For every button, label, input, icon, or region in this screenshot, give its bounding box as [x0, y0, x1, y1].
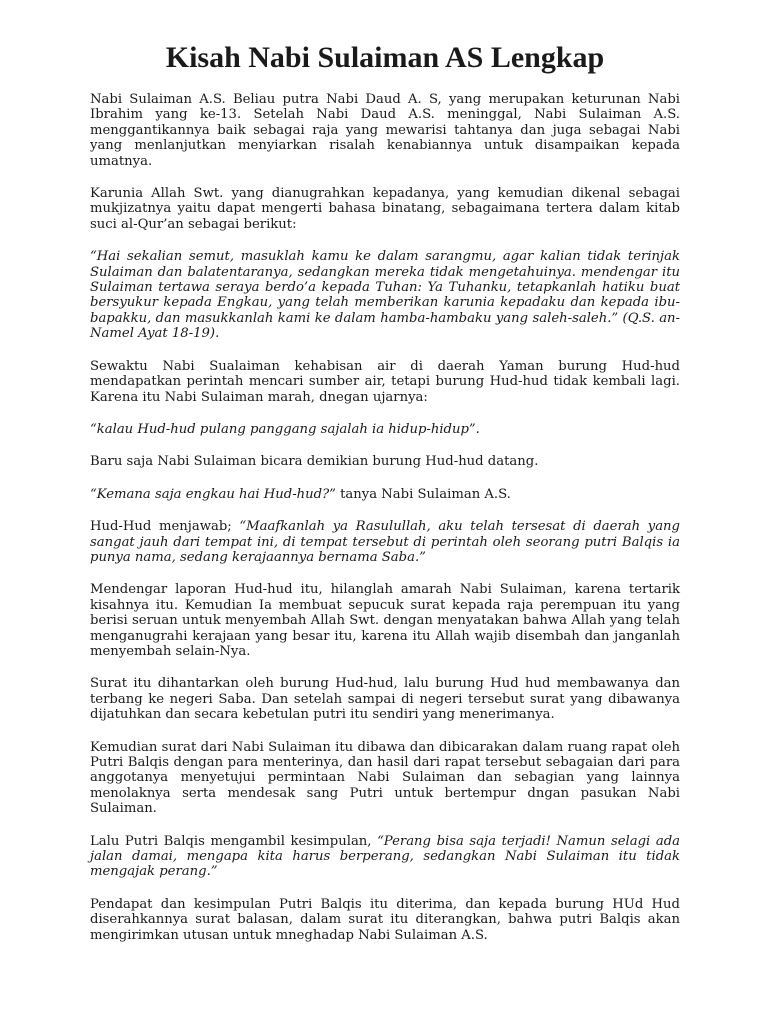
quote-text: “Maafkanlah ya Rasulullah, aku telah tersesat di daerah yang sangat jauh dari tempat ini, di tempat tersebut di perintah oleh seorang putri Balqis ia punya nama, sedang kerajaannya bernama Saba.” [90, 519, 680, 565]
body-text: Kemudian surat dari Nabi Sulaiman itu dibawa dan dibicarakan dalam ruang rapat oleh Putri Balqis dengan para menterinya, dan hasil dari rapat tersebut sebagaian dari para anggotanya menyetujui permintaan Nabi Sulaiman dan sebagian yang lainnya menolaknya serta mendesak sang Putri untuk bertempur dngan pasukan Nabi Sulaiman. [90, 739, 680, 817]
paragraph [90, 186, 680, 232]
paragraph [90, 92, 680, 169]
paragraph [90, 740, 680, 817]
document-body [90, 92, 680, 943]
paragraph [90, 897, 680, 943]
body-text: Nabi Sulaiman A.S. Beliau putra Nabi Daud A. S, yang merupakan keturunan Nabi Ibrahim yang ke-13. Setelah Nabi Daud A.S. meninggal, Nabi Sulaiman A.S. menggantikannya baik sebagai raja yang mewarisi tahtanya dan juga sebagai Nabi yang menlanjutkan menyiarkan risalah kenabiannya untuk disampaikan kepada umatnya. [90, 92, 680, 169]
quote-text: “Hai sekalian semut, masuklah kamu ke dalam sarangmu, agar kalian tidak terinjak Sulaiman dan balatentaranya, sedangkan mereka tidak mengetahuinya. mendengar itu Sulaiman tertawa seraya berdo’a kepada Tuhan: Ya Tuhanku, tetapkanlah hatiku buat bersyukur kepada Engkau, yang telah memberikan karunia kepadaku dan kepada ibu-bapakku, dan masukkanlah kami ke dalam hamba-hambaku yang saleh-saleh.” (Q.S. an-Namel Ayat 18-19). [90, 249, 680, 342]
paragraph [90, 454, 680, 469]
paragraph [90, 249, 680, 341]
quote-text: “kalau Hud-hud pulang panggang sajalah ia hidup-hidup”. [90, 421, 480, 437]
body-text: Mendengar laporan Hud-hud itu, hilanglah amarah Nabi Sulaiman, karena tertarik kisahnya itu. Kemudian Ia membuat sepucuk surat kepada raja perempuan itu yang berisi seruan untuk menyembah Allah Swt. dengan menyatakan bahwa Allah yang telah menganugrahi kerajaan yang besar itu, karena itu Allah wajib disembah dan janganlah menyembah selain-Nya. [90, 582, 680, 659]
quote-text: “Kemana saja engkau hai Hud-hud?” [90, 486, 336, 502]
paragraph [90, 359, 680, 405]
body-text: Karunia Allah Swt. yang dianugrahkan kepadanya, yang kemudian dikenal sebagai mukjizatnya yaitu dapat mengerti bahasa binatang, sebagaimana tertera dalam kitab suci al-Qur’an sebagai berikut: [90, 186, 680, 232]
paragraph [90, 487, 680, 502]
document-title: Kisah Nabi Sulaiman AS Lengkap [165, 41, 605, 74]
paragraph [90, 676, 680, 722]
paragraph [90, 422, 680, 437]
paragraph [90, 519, 680, 565]
body-text: Sewaktu Nabi Sualaiman kehabisan air di daerah Yaman burung Hud-hud mendapatkan perintah mencari sumber air, tetapi burung Hud-hud tidak kembali lagi. Karena itu Nabi Sulaiman marah, dnegan ujarnya: [90, 358, 680, 405]
body-text: Hud-Hud menjawab; [90, 519, 240, 535]
body-text: Surat itu dihantarkan oleh burung Hud-hud, lalu burung Hud hud membawanya dan terbang ke negeri Saba. Dan setelah sampai di negeri tersebut surat yang dibawanya dijatuhkan dan secara kebetulan putri itu sendiri yang menerimanya. [90, 676, 680, 723]
quote-text: “Perang bisa saja terjadi! Namun selagi ada jalan damai, mengapa kita harus berperang, sedangkan Nabi Sulaiman itu tidak mengajak perang.” [90, 833, 680, 880]
body-text: tanya Nabi Sulaiman A.S. [335, 486, 511, 502]
body-text: Lalu Putri Balqis mengambil kesimpulan, [90, 833, 378, 849]
body-text: Pendapat dan kesimpulan Putri Balqis itu diterima, dan kepada burung HUd Hud diserahkannya surat balasan, dalam surat itu diterangkan, bahwa putri Balqis akan mengirimkan utusan untuk mneghadap Nabi Sulaiman A.S. [90, 896, 680, 943]
body-text: Baru saja Nabi Sulaiman bicara demikian burung Hud-hud datang. [90, 454, 539, 470]
paragraph [90, 582, 680, 659]
paragraph [90, 834, 680, 880]
